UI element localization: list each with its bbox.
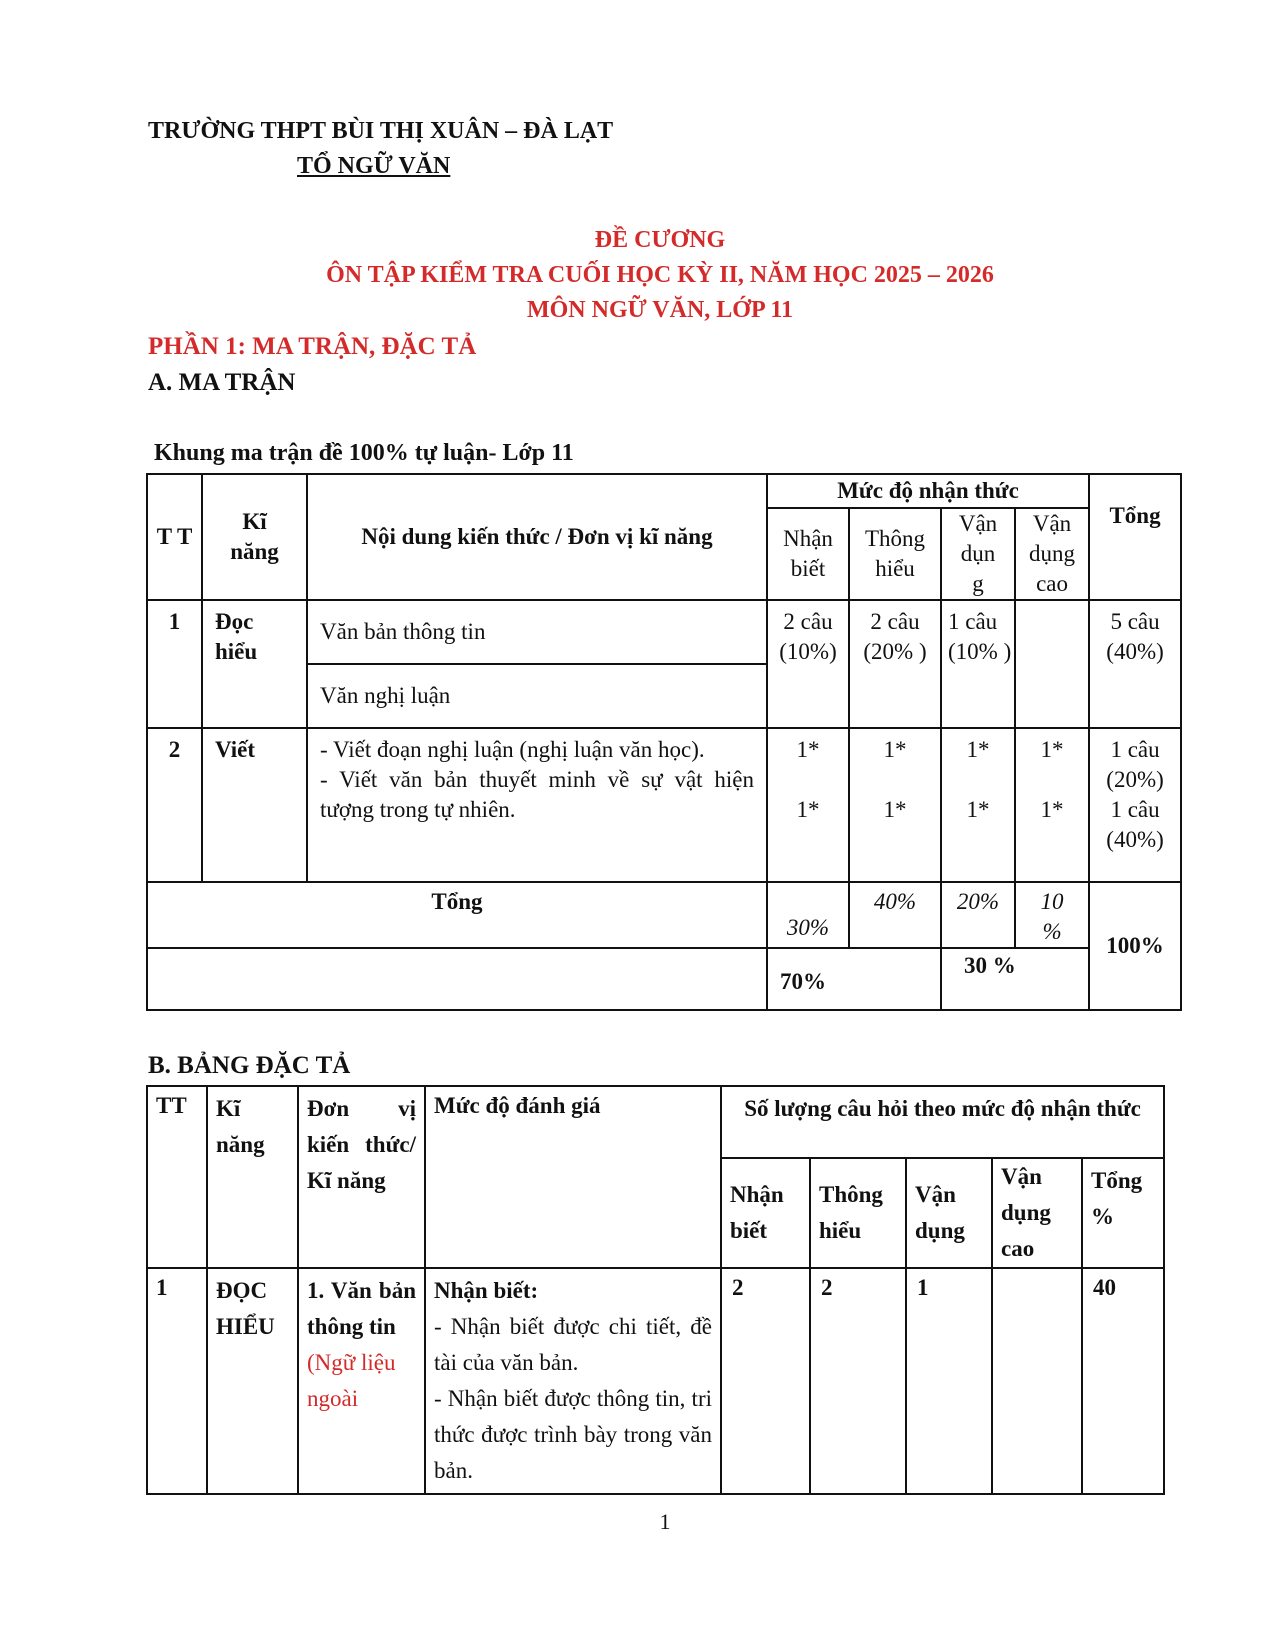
document-subtitle: ÔN TẬP KIỂM TRA CUỐI HỌC KỲ II, NĂM HỌC 2025 – 2026 xyxy=(326,262,994,288)
row1-tt: 1 xyxy=(147,600,202,728)
total-apply: 20% xyxy=(941,882,1015,948)
spec-header-skill: Kĩ năng xyxy=(207,1086,298,1268)
summary-high: 30 % xyxy=(941,948,1089,1010)
spec-row1-unit: 1. Văn bản thông tin xyxy=(307,1278,416,1339)
section-a-heading: A. MA TRẬN xyxy=(148,369,296,396)
spec-row1-total: 40 xyxy=(1082,1268,1164,1494)
matrix-caption: Khung ma trận đề 100% tự luận- Lớp 11 xyxy=(154,440,574,466)
spec-row1-unit-note: (Ngữ liệu ngoài xyxy=(307,1350,396,1411)
row1-skill: Đọc hiểu xyxy=(202,600,307,728)
summary-low: 70% xyxy=(767,948,941,1010)
section-b-heading: B. BẢNG ĐẶC TẢ xyxy=(148,1052,351,1079)
matrix-table xyxy=(146,473,1182,1011)
header-total: Tổng xyxy=(1089,474,1181,600)
spec-header-apply-high: Vận dụng cao xyxy=(992,1158,1082,1268)
row2-apply-a: 1* xyxy=(966,737,990,762)
row2-apply-high-b: 1* xyxy=(1040,797,1064,822)
header-recognize: Nhận biết xyxy=(767,508,849,600)
spec-row1-level-item2: - Nhận biết được thông tin, tri thức được trình bày trong văn bản. xyxy=(434,1386,712,1483)
row2-total-a: 1 câu (20%) xyxy=(1106,737,1164,792)
total-apply-high: 10 % xyxy=(1015,882,1089,948)
row2-apply-b: 1* xyxy=(966,797,990,822)
spec-row1-apply-high xyxy=(992,1268,1082,1494)
row1-apply-high xyxy=(1015,600,1089,728)
header-tt: T T xyxy=(147,474,202,600)
grand-total: 100% xyxy=(1089,882,1181,1010)
spec-row1-skill: ĐỌC HIỂU xyxy=(207,1268,298,1494)
part1-heading: PHẦN 1: MA TRẬN, ĐẶC TẢ xyxy=(148,333,477,360)
header-skill: Kĩ năng xyxy=(202,474,307,600)
spec-header-unit: Đơn vị kiến thức/ Kĩ năng xyxy=(298,1086,425,1268)
row1-understand: 2 câu (20% ) xyxy=(849,600,941,728)
spec-header-recognize: Nhận biết xyxy=(721,1158,810,1268)
school-name: TRƯỜNG THPT BÙI THỊ XUÂN – ĐÀ LẠT xyxy=(148,118,614,144)
spec-row1-tt: 1 xyxy=(147,1268,207,1494)
spec-header-level: Mức độ đánh giá xyxy=(425,1086,721,1268)
spec-row1-level-title: Nhận biết: xyxy=(434,1278,539,1303)
header-understand: Thông hiểu xyxy=(849,508,941,600)
specification-table xyxy=(146,1085,1165,1495)
spec-row1-apply: 1 xyxy=(906,1268,992,1494)
spec-row1-understand: 2 xyxy=(810,1268,906,1494)
row2-tt: 2 xyxy=(147,728,202,882)
spec-header-total: Tổng % xyxy=(1082,1158,1164,1268)
row1-recognize: 2 câu (10%) xyxy=(767,600,849,728)
spec-header-count-group: Số lượng câu hỏi theo mức độ nhận thức xyxy=(721,1086,1164,1158)
row2-recognize-b: 1* xyxy=(796,797,820,822)
row2-understand-b: 1* xyxy=(883,797,907,822)
row2-skill: Viết xyxy=(202,728,307,882)
row2-recognize-a: 1* xyxy=(796,737,820,762)
header-apply-high: Vận dụng cao xyxy=(1015,508,1089,600)
spec-header-tt: TT xyxy=(147,1086,207,1268)
row1-apply: 1 câu (10% ) xyxy=(941,600,1015,728)
header-apply: Vận dụn g xyxy=(941,508,1015,600)
document-title: ĐỀ CƯƠNG xyxy=(594,227,726,253)
total-understand: 40% xyxy=(849,882,941,948)
total-recognize: 30% xyxy=(767,882,849,948)
row2-total-b: 1 câu (40%) xyxy=(1106,797,1164,852)
subject-line: MÔN NGỮ VĂN, LỚP 11 xyxy=(526,297,793,323)
row2-content-b: - Viết văn bản thuyết minh về sự vật hiện tượng trong tự nhiên. xyxy=(320,767,754,822)
row2-content-a: - Viết đoạn nghị luận (nghị luận văn học). xyxy=(320,737,705,762)
spec-header-understand: Thông hiểu xyxy=(810,1158,906,1268)
header-level-group: Mức độ nhận thức xyxy=(767,474,1089,508)
header-content: Nội dung kiến thức / Đơn vị kĩ năng xyxy=(307,474,767,600)
page-number: 1 xyxy=(659,1509,671,1534)
total-row-label: Tổng xyxy=(147,882,767,948)
row1-content-a: Văn bản thông tin xyxy=(307,600,767,664)
spec-row1-level-item1: - Nhận biết được chi tiết, đề tài của văn bản. xyxy=(434,1314,712,1375)
spec-row1-recognize: 2 xyxy=(721,1268,810,1494)
department-name: TỔ NGỮ VĂN xyxy=(297,153,451,179)
row2-understand-a: 1* xyxy=(883,737,907,762)
spec-header-apply: Vận dụng xyxy=(906,1158,992,1268)
row2-apply-high-a: 1* xyxy=(1040,737,1064,762)
row1-content-b: Văn nghị luận xyxy=(307,664,767,728)
row1-total: 5 câu (40%) xyxy=(1089,600,1181,728)
